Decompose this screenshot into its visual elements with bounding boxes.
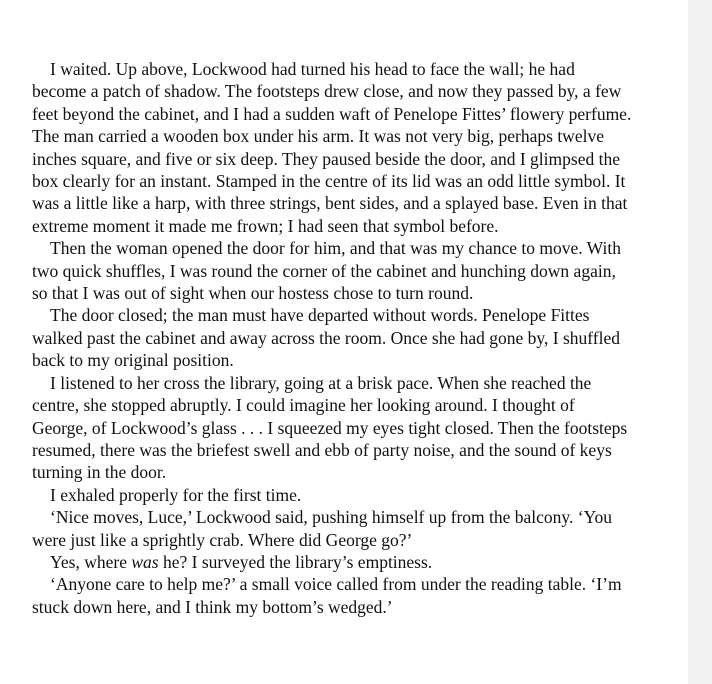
italic-text: was bbox=[131, 551, 159, 572]
paragraph: ‘Nice moves, Luce,’ Lockwood said, pushing himself up from the balcony. ‘You were just like a sprightly crab. Where did George go?’ bbox=[32, 507, 612, 550]
scrollbar-track[interactable] bbox=[688, 0, 712, 684]
paragraph: I waited. Up above, Lockwood had turned his head to face the wall; he had become a patch of shadow. The footsteps drew close, and now they passed by, a few feet beyond the cabinet, and I had a sudden waft of Penelope Fittes’ flowery perfume. The man carried a wooden box under his arm. It was not very big, perhaps twelve inches square, and five or six deep. They paused beside the door, and I glimpsed the box clearly for an instant. Stamped in the centre of its lid was an odd little symbol. It was a little like a harp, with three strings, bent sides, and a splayed base. Even in that extreme moment it made me frown; I had seen that symbol before. bbox=[32, 59, 632, 236]
paragraph: I listened to her cross the library, going at a brisk pace. When she reached the centre, she stopped abruptly. I could imagine her looking around. I thought of George, of Lockwood’s glass . . . I squeezed my eyes tight closed. Then the footsteps resumed, there was the briefest swell and ebb of party noise, and the sound of keys turning in the door. bbox=[32, 372, 628, 483]
text-span: he? I surveyed the library’s emptiness. bbox=[158, 551, 433, 572]
paragraph: I exhaled properly for the first time. bbox=[50, 484, 302, 505]
paragraph: The door closed; the man must have departed without words. Penelope Fittes walked past the cabinet and away across the room. Once she had gone by, I shuffled back to my original position. bbox=[32, 305, 621, 371]
paragraph: Then the woman opened the door for him, and that was my chance to move. With two quick shuffles, I was round the corner of the cabinet and hunching down again, so that I was out of sight when our hostess chose to turn round. bbox=[32, 238, 621, 304]
paragraph: ‘Anyone care to help me?’ a small voice called from under the reading table. ‘I’m stuck down here, and I think my bottom’s wedged.’ bbox=[32, 574, 622, 617]
book-text bbox=[32, 58, 632, 618]
paragraph-yes bbox=[32, 551, 632, 573]
text-span: Yes, where bbox=[50, 551, 132, 572]
